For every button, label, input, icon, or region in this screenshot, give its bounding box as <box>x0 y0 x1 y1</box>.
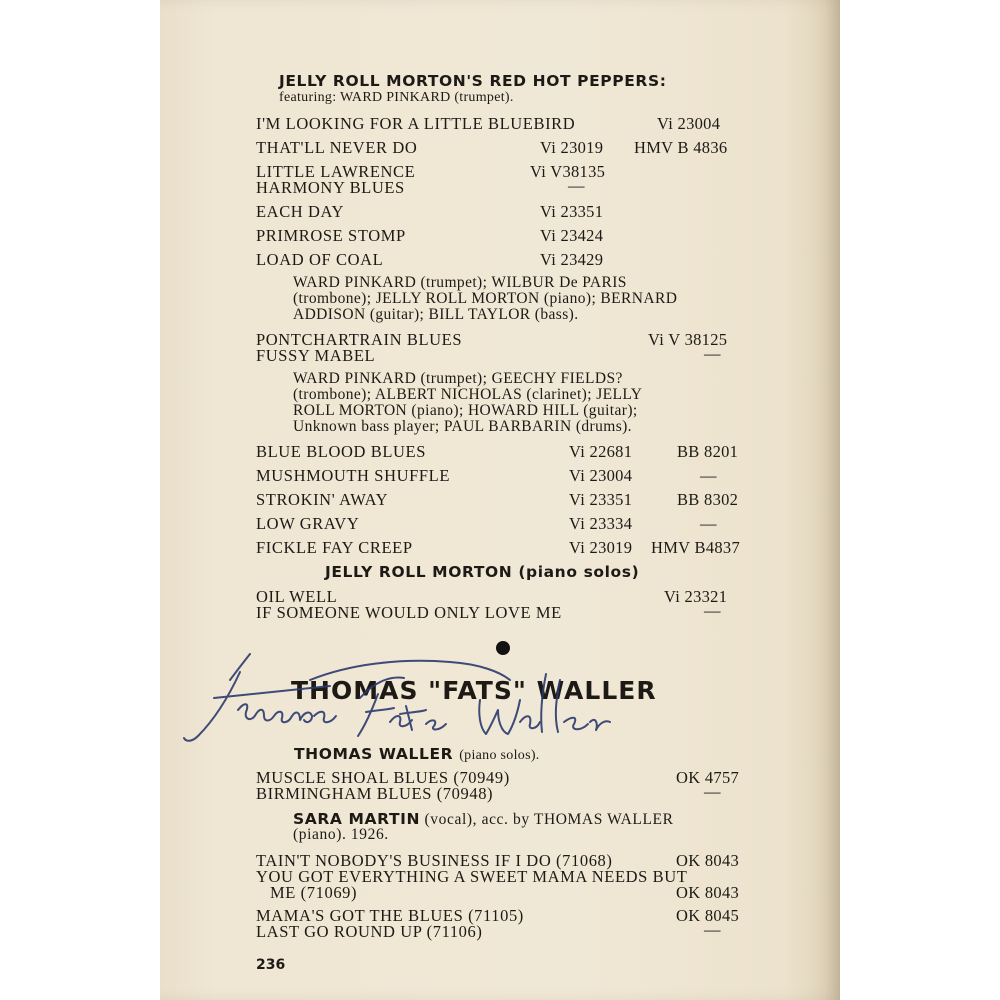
record-title: BIRMINGHAM BLUES (70948) <box>256 784 494 803</box>
record-catalog: Vi 23429 <box>540 250 604 269</box>
autograph-signature <box>180 650 640 760</box>
record-catalog: OK 8045 <box>676 906 740 925</box>
record-title: PONTCHARTRAIN BLUES <box>256 330 463 349</box>
record-catalog: HMV B 4836 <box>634 138 728 157</box>
record-title: FUSSY MABEL <box>256 346 376 365</box>
record-catalog: Vi 23334 <box>569 514 633 533</box>
waller-heading: THOMAS WALLER (piano solos). <box>294 745 540 763</box>
record-catalog: OK 8043 <box>676 883 740 902</box>
record-catalog: Vi V38135 <box>530 162 606 181</box>
record-catalog: — <box>704 920 721 939</box>
record-title: EACH DAY <box>256 202 345 221</box>
record-title: ME (71069) <box>270 883 358 902</box>
record-title: BLUE BLOOD BLUES <box>256 442 427 461</box>
personnel-note: WARD PINKARD (trumpet); GEECHY FIELDS? (trombone); ALBERT NICHOLAS (clarinet); JELLY ROLL MORTON (piano); HOWARD HILL (guitar); Unknown bass player; PAUL BARBARIN (drums). <box>293 370 643 435</box>
record-catalog: Vi 22681 <box>569 442 633 461</box>
record-title: YOU GOT EVERYTHING A SWEET MAMA NEEDS BUT <box>256 867 688 886</box>
record-catalog: — <box>704 601 721 620</box>
record-title: MAMA'S GOT THE BLUES (71105) <box>256 906 524 925</box>
record-title: THAT'LL NEVER DO <box>256 138 418 157</box>
page-number: 236 <box>256 957 286 973</box>
solos-heading: JELLY ROLL MORTON (piano solos) <box>325 563 640 581</box>
record-catalog: Vi 23004 <box>569 466 633 485</box>
record-catalog: Vi 23321 <box>664 587 728 606</box>
record-title: LAST GO ROUND UP (71106) <box>256 922 483 941</box>
record-title: FICKLE FAY CREEP <box>256 538 413 557</box>
featuring-line: featuring: WARD PINKARD (trumpet). <box>279 90 514 105</box>
record-catalog: — <box>568 176 585 195</box>
personnel-note: SARA MARTIN (vocal), acc. by THOMAS WALLER <box>293 810 674 828</box>
record-catalog: — <box>700 466 717 485</box>
record-catalog: OK 8043 <box>676 851 740 870</box>
record-catalog: Vi 23004 <box>657 114 721 133</box>
record-catalog: OK 4757 <box>676 768 740 787</box>
record-title: I'M LOOKING FOR A LITTLE BLUEBIRD <box>256 114 576 133</box>
record-catalog: — <box>700 514 717 533</box>
record-catalog: Vi 23019 <box>540 138 604 157</box>
record-catalog: BB 8201 <box>677 442 739 461</box>
record-catalog: Vi 23424 <box>540 226 604 245</box>
record-title: OIL WELL <box>256 587 338 606</box>
record-catalog: Vi 23351 <box>540 202 604 221</box>
record-catalog: Vi 23351 <box>569 490 633 509</box>
record-catalog: BB 8302 <box>677 490 739 509</box>
band-heading: JELLY ROLL MORTON'S RED HOT PEPPERS: <box>279 72 667 90</box>
record-catalog: Vi V 38125 <box>648 330 728 349</box>
record-title: IF SOMEONE WOULD ONLY LOVE ME <box>256 603 562 622</box>
record-title: HARMONY BLUES <box>256 178 405 197</box>
record-title: LOAD OF COAL <box>256 250 384 269</box>
record-title: LOW GRAVY <box>256 514 360 533</box>
record-catalog: — <box>704 782 721 801</box>
personnel-note: WARD PINKARD (trumpet); WILBUR De PARIS (trombone); JELLY ROLL MORTON (piano); BERNARD ADDISON (guitar); BILL TAYLOR (bass). <box>293 274 678 323</box>
record-title: TAIN'T NOBODY'S BUSINESS IF I DO (71068) <box>256 851 613 870</box>
record-catalog: Vi 23019 <box>569 538 633 557</box>
record-title: STROKIN' AWAY <box>256 490 389 509</box>
record-title: LITTLE LAWRENCE <box>256 162 416 181</box>
section-title: THOMAS "FATS" WALLER <box>291 676 657 705</box>
record-title: PRIMROSE STOMP <box>256 226 406 245</box>
personnel-note: (piano). 1926. <box>293 826 389 843</box>
record-title: MUSHMOUTH SHUFFLE <box>256 466 451 485</box>
record-catalog: HMV B4837 <box>651 538 741 557</box>
record-catalog: — <box>704 344 721 363</box>
record-title: MUSCLE SHOAL BLUES (70949) <box>256 768 510 787</box>
